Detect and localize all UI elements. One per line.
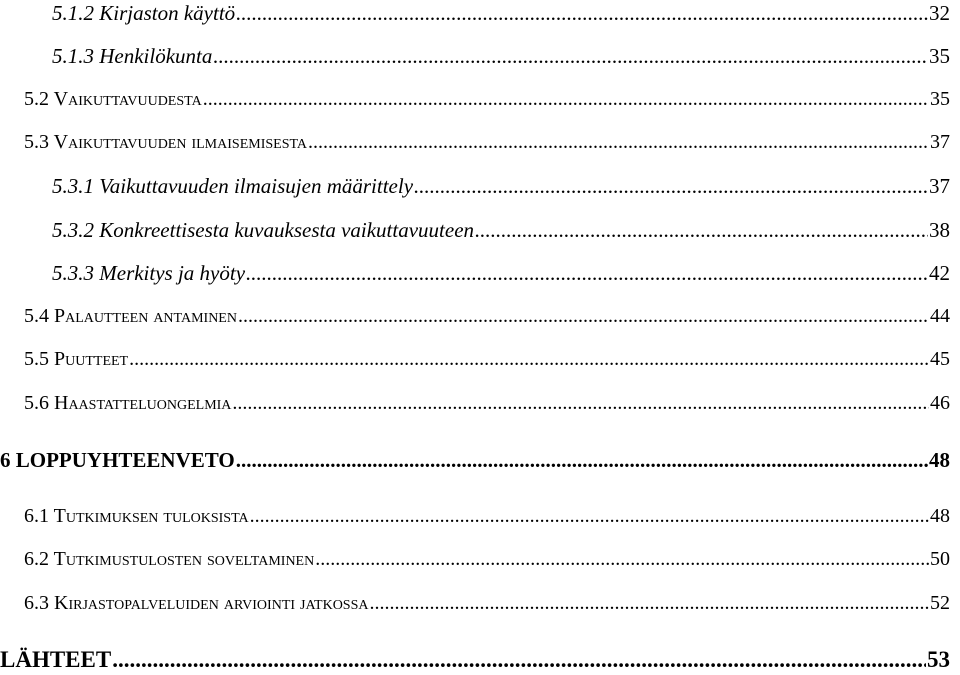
toc-entry-label: LÄHTEET — [0, 647, 112, 672]
toc-entry[interactable] — [24, 505, 950, 528]
toc-page-number: 37 — [930, 131, 950, 153]
toc-dot-leader — [246, 261, 928, 286]
toc-dot-leader — [370, 592, 930, 615]
toc-entry-label: 5.6 Haastatteluongelmia — [24, 392, 232, 414]
toc-dot-leader — [236, 1, 928, 26]
toc-entry[interactable] — [0, 448, 950, 473]
toc-dot-leader — [236, 448, 928, 473]
toc-page-number: 35 — [929, 44, 950, 68]
toc-page-number: 37 — [929, 174, 950, 198]
toc-entry-label: 5.3 Vaikuttavuuden ilmaisemisesta — [24, 131, 308, 153]
toc-page-number: 38 — [929, 218, 950, 242]
toc-dot-leader — [315, 548, 929, 571]
toc-entry-label: 6.3 Kirjastopalveluiden arviointi jatkossa — [24, 592, 369, 614]
toc-dot-leader — [129, 348, 929, 371]
toc-page-number: 48 — [930, 505, 950, 527]
toc-entry[interactable] — [24, 305, 950, 328]
toc-page-number: 53 — [927, 647, 950, 672]
toc-entry-label: 5.1.3 Henkilökunta — [52, 44, 213, 68]
toc-entry-label: 5.3.1 Vaikuttavuuden ilmaisujen määrittely — [52, 174, 414, 198]
toc-entry[interactable] — [24, 88, 950, 111]
toc-dot-leader — [308, 131, 929, 154]
toc-entry-label: 6.1 Tutkimuksen tuloksista — [24, 505, 249, 527]
toc-entry[interactable] — [52, 174, 950, 199]
toc-entry-label: 5.5 Puutteet — [24, 348, 129, 370]
toc-entry[interactable] — [24, 392, 950, 415]
toc-dot-leader — [203, 88, 929, 111]
toc-entry[interactable] — [0, 647, 950, 673]
toc-entry[interactable] — [52, 261, 950, 286]
toc-entry-label: 6.2 Tutkimustulosten soveltaminen — [24, 548, 315, 570]
toc-dot-leader — [213, 44, 928, 69]
toc-dot-leader — [232, 392, 929, 415]
toc-page-number: 48 — [929, 448, 950, 472]
toc-entry[interactable] — [24, 348, 950, 371]
toc-entry[interactable] — [24, 592, 950, 615]
toc-entry-label: 5.3.3 Merkitys ja hyöty — [52, 261, 246, 285]
toc-entry-label: 5.1.2 Kirjaston käyttö — [52, 1, 236, 25]
toc-entry[interactable] — [52, 44, 950, 69]
toc-entry-label: 5.2 Vaikuttavuudesta — [24, 88, 202, 110]
toc-dot-leader — [475, 218, 928, 243]
toc-dot-leader — [238, 305, 929, 328]
toc-dot-leader — [112, 647, 926, 673]
toc-dot-leader — [250, 505, 929, 528]
toc-page-number: 42 — [929, 261, 950, 285]
toc-page-number: 50 — [930, 548, 950, 570]
toc-entry[interactable] — [24, 131, 950, 154]
toc-page-number: 45 — [930, 348, 950, 370]
toc-entry-label: 5.3.2 Konkreettisesta kuvauksesta vaikuttavuuteen — [52, 218, 475, 242]
toc-page-number: 46 — [930, 392, 950, 414]
toc-page-number: 35 — [930, 88, 950, 110]
toc-entry[interactable] — [24, 548, 950, 571]
toc-page-number: 32 — [929, 1, 950, 25]
toc-entry[interactable] — [52, 1, 950, 26]
toc-entry-label: 6 LOPPUYHTEENVETO — [0, 448, 235, 472]
toc-entry-label: 5.4 Palautteen antaminen — [24, 305, 237, 327]
toc-dot-leader — [414, 174, 928, 199]
toc-page-number: 52 — [930, 592, 950, 614]
toc-page-number: 44 — [930, 305, 950, 327]
toc-entry[interactable] — [52, 218, 950, 243]
